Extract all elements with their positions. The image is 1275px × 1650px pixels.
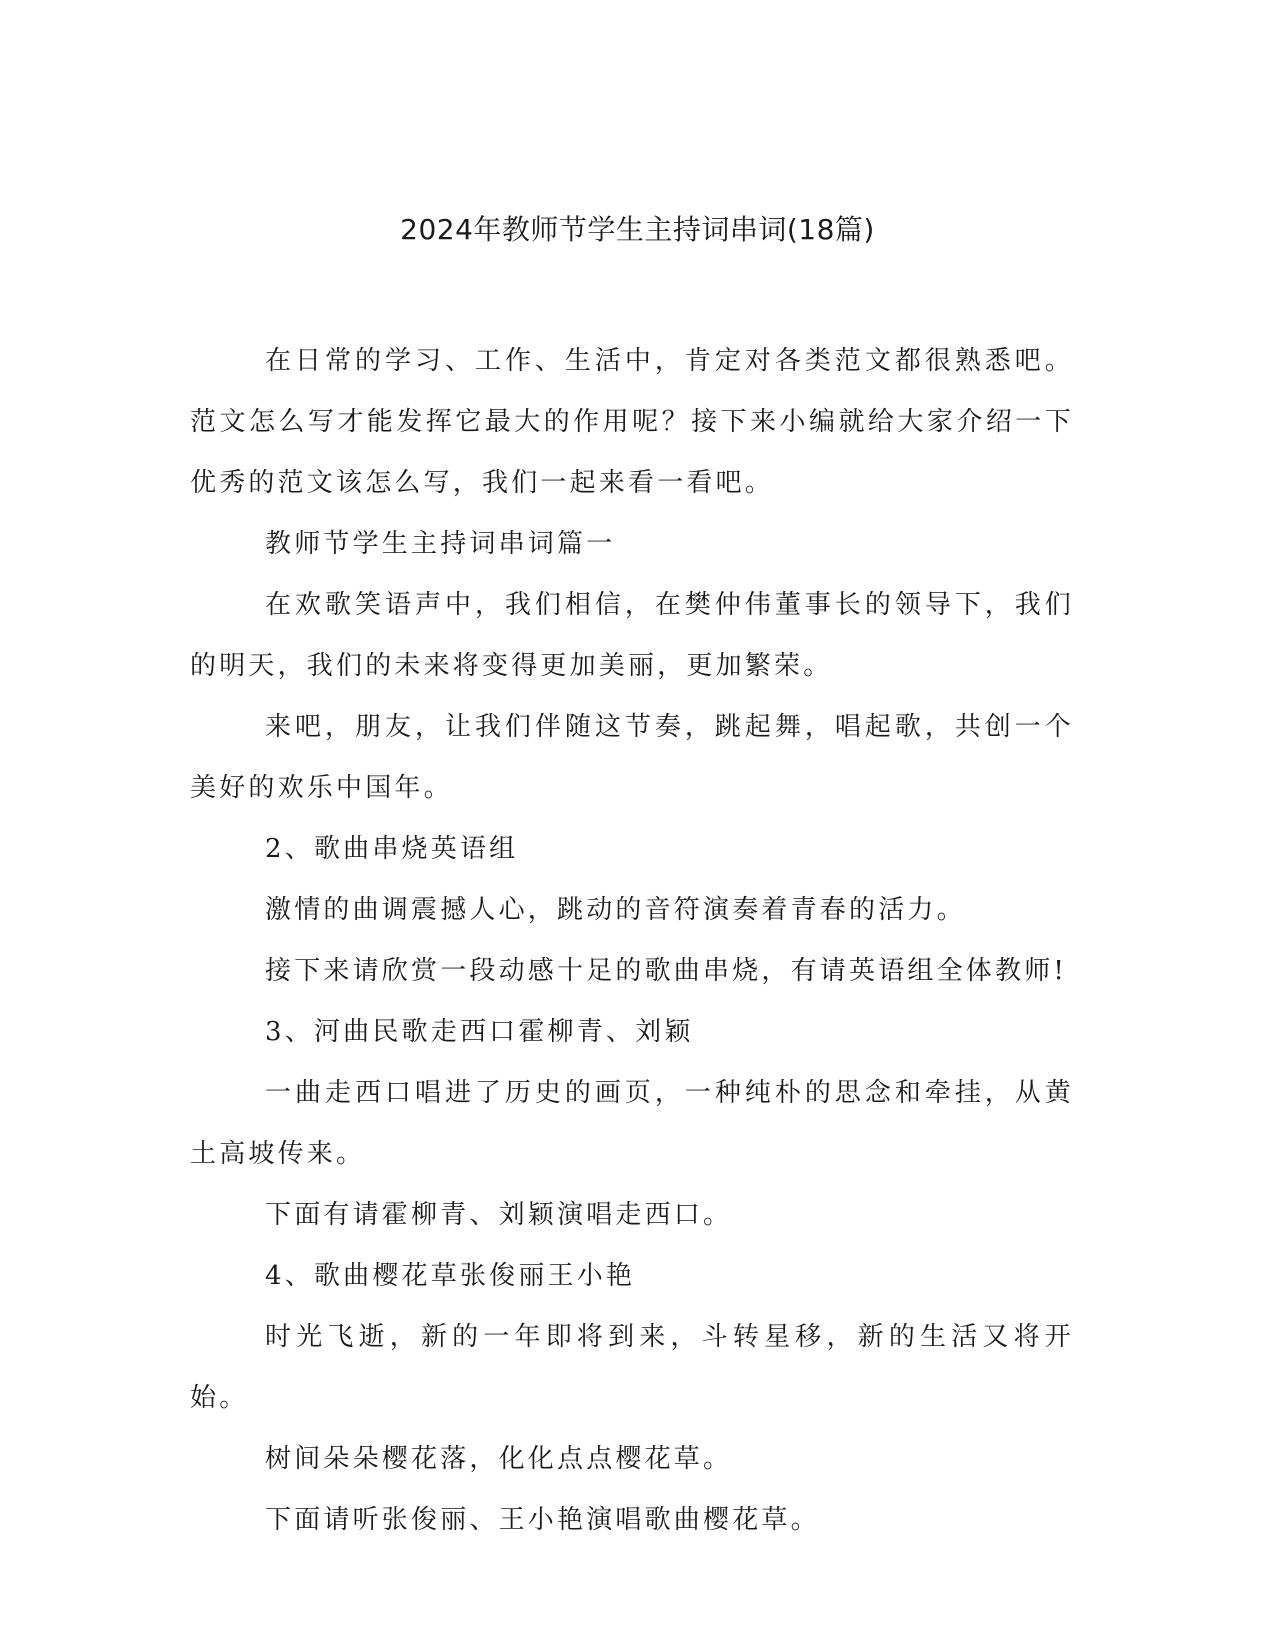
paragraph: 来吧，朋友，让我们伴随这节奏，跳起舞，唱起歌，共创一个美好的欢乐中国年。 — [190, 712, 1074, 803]
paragraph: 树间朵朵樱花落，化化点点樱花草。 — [265, 1444, 733, 1474]
paragraph: 接下来请欣赏一段动感十足的歌曲串烧，有请英语组全体教师! — [265, 956, 1068, 986]
paragraph: 在欢歌笑语声中，我们相信，在樊仲伟董事长的领导下，我们的明天，我们的未来将变得更加美丽，更加繁荣。 — [190, 590, 1074, 681]
paragraph-intro: 在日常的学习、工作、生活中，肯定对各类范文都很熟悉吧。范文怎么写才能发挥它最大的作用呢？接下来小编就给大家介绍一下优秀的范文该怎么写，我们一起来看一看吧。 — [190, 346, 1074, 498]
document-body — [190, 331, 1074, 1551]
paragraph: 时光飞逝，新的一年即将到来，斗转星移，新的生活又将开始。 — [190, 1322, 1074, 1413]
paragraph: 下面请听张俊丽、王小艳演唱歌曲樱花草。 — [265, 1505, 820, 1535]
paragraph: 一曲走西口唱进了历史的画页，一种纯朴的思念和牵挂，从黄土高坡传来。 — [190, 1078, 1074, 1169]
program-item-heading: 4、歌曲樱花草张俊丽王小艳 — [265, 1261, 636, 1291]
program-item-heading: 3、河曲民歌走西口霍柳青、刘颖 — [265, 1017, 694, 1047]
program-item-heading: 2、歌曲串烧英语组 — [265, 834, 519, 864]
paragraph: 激情的曲调震撼人心，跳动的音符演奏着青春的活力。 — [265, 895, 966, 925]
paragraph: 下面有请霍柳青、刘颖演唱走西口。 — [265, 1200, 733, 1230]
page-title: 2024年教师节学生主持词串词(18篇) — [400, 213, 875, 246]
section-heading: 教师节学生主持词串词篇一 — [265, 529, 616, 559]
